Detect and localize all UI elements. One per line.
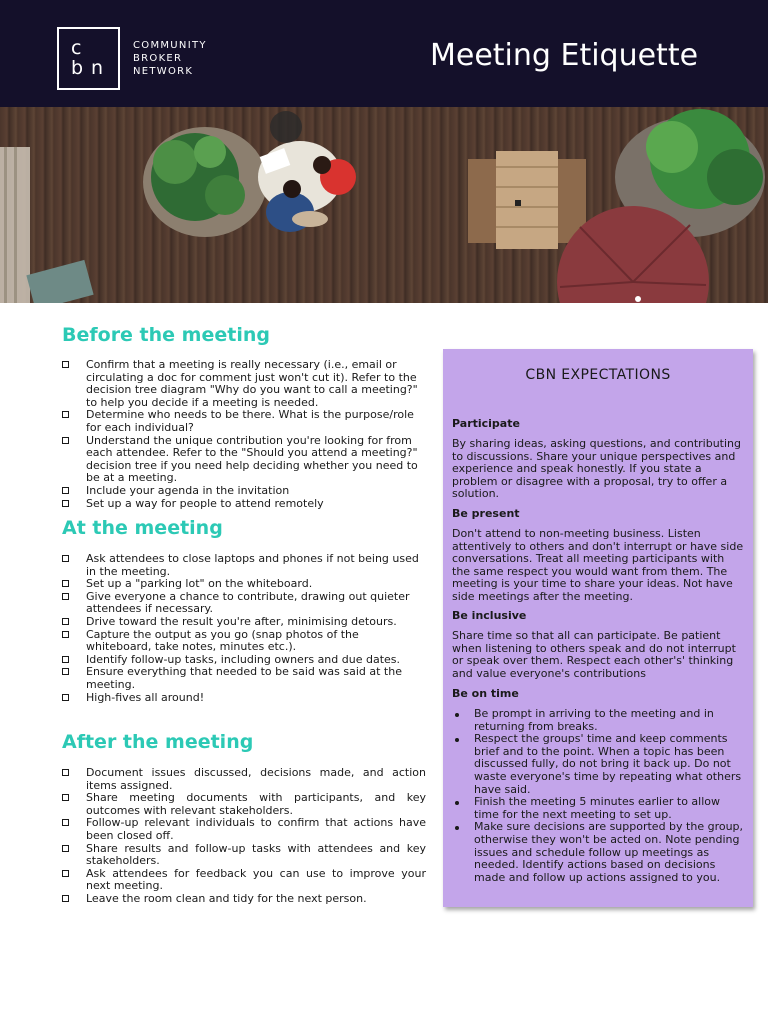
at-meeting-list bbox=[62, 553, 426, 704]
checklist-item-text: Share meeting documents with participants, and key outcomes with relevant stakeholders. bbox=[86, 791, 426, 817]
checklist-item-text: Follow-up relevant individuals to confirm that actions have been closed off. bbox=[86, 816, 426, 842]
checklist-item bbox=[62, 868, 426, 893]
checklist-item bbox=[62, 692, 426, 705]
logo-letter-b: b bbox=[71, 57, 84, 79]
bullet-item-text: Be prompt in arriving to the meeting and in returning from breaks. bbox=[474, 707, 714, 733]
org-line-3: NETWORK bbox=[133, 66, 194, 77]
logo-letter-c: c bbox=[71, 37, 82, 59]
checklist-item-text: Determine who needs to be there. What is the purpose/role for each individual? bbox=[86, 408, 414, 434]
checklist-item-text: Share results and follow-up tasks with attendees and key stakeholders. bbox=[86, 841, 426, 868]
participate-heading: Participate bbox=[452, 417, 520, 430]
checklist-item-text: Capture the output as you go (snap photos of the whiteboard, take notes, minutes etc.). bbox=[86, 627, 359, 654]
checklist-item-text: Set up a way for people to attend remotely bbox=[86, 496, 324, 510]
checklist-item bbox=[62, 817, 426, 842]
checklist-item-text: Leave the room clean and tidy for the next person. bbox=[86, 891, 367, 905]
bullet-item bbox=[452, 796, 744, 821]
checkbox-icon bbox=[62, 895, 69, 902]
checklist-item bbox=[62, 629, 426, 654]
organization-name bbox=[133, 39, 207, 78]
checklist-item bbox=[62, 359, 426, 409]
cbn-logo bbox=[57, 27, 120, 90]
checklist-item-text: Document issues discussed, decisions made, and action items assigned. bbox=[86, 766, 426, 792]
checklist-item-text: Confirm that a meeting is really necessary (i.e., email or circulating a doc for comment just won't cut it). Refer to the decision tree diagram "Why do you want to call a meeting?" to help you decide if a meeting is needed. bbox=[86, 358, 418, 409]
header-photo bbox=[0, 107, 768, 303]
checkbox-icon bbox=[62, 580, 69, 587]
checkbox-icon bbox=[62, 593, 69, 600]
bullet-icon bbox=[455, 801, 459, 805]
bullet-item bbox=[452, 821, 744, 884]
checklist-item bbox=[62, 843, 426, 868]
header-photo-illustration bbox=[0, 107, 768, 303]
checkbox-icon bbox=[62, 631, 69, 638]
after-meeting-list bbox=[62, 767, 426, 906]
before-meeting-heading: Before the meeting bbox=[62, 324, 270, 346]
be-on-time-heading: Be on time bbox=[452, 687, 519, 700]
bullet-item-text: Respect the groups' time and keep comments brief and to the point. When a topic has been discussed fully, do not bring it back up. Do not waste everyone's time by repeating what others have said. bbox=[474, 732, 742, 796]
checklist-item-text: Identify follow-up tasks, including owners and due dates. bbox=[86, 652, 401, 666]
checkbox-icon bbox=[62, 618, 69, 625]
expectations-title: CBN EXPECTATIONS bbox=[525, 367, 671, 383]
checkbox-icon bbox=[62, 555, 69, 562]
org-line-1: COMMUNITY bbox=[133, 40, 207, 51]
checklist-item bbox=[62, 435, 426, 485]
checklist-item-text: Set up a "parking lot" on the whiteboard. bbox=[86, 577, 313, 591]
checklist-item-text: Understand the unique contribution you're looking for from each attendee. Refer to the "Should you attend a meeting?" decision tree if you need help deciding whether you need to be at a meeting. bbox=[86, 433, 418, 485]
checkbox-icon bbox=[62, 487, 69, 494]
checkbox-icon bbox=[62, 694, 69, 701]
checklist-item bbox=[62, 792, 426, 817]
at-meeting-heading: At the meeting bbox=[62, 517, 223, 539]
bullet-item bbox=[452, 733, 744, 796]
checkbox-icon bbox=[62, 437, 69, 444]
checkbox-icon bbox=[62, 668, 69, 675]
checkbox-icon bbox=[62, 411, 69, 418]
checkbox-icon bbox=[62, 870, 69, 877]
checklist-item bbox=[62, 409, 426, 434]
bullet-item bbox=[452, 708, 744, 733]
checklist-item bbox=[62, 591, 426, 616]
bullet-item-text: Make sure decisions are supported by the group, otherwise they won't be acted on. Note pending issues and schedule follow up meetings as needed. Identify actions based on decisions made and follow up actions assigned to you. bbox=[474, 820, 744, 884]
checklist-item-text: High-fives all around! bbox=[86, 690, 205, 704]
checklist-item bbox=[62, 767, 426, 792]
be-present-text: Don't attend to non-meeting business. Listen attentively to others and don't interrupt or have side conversations. Treat all meeting participants with the same respect you would want from them. The meeting is your time to share your ideas. Not have side meetings after the meeting. bbox=[452, 527, 744, 603]
after-meeting-heading: After the meeting bbox=[62, 731, 254, 753]
checkbox-icon bbox=[62, 845, 69, 852]
checklist-item bbox=[62, 666, 426, 691]
checkbox-icon bbox=[62, 656, 69, 663]
checklist-item-text: Ensure everything that needed to be said was said at the meeting. bbox=[86, 665, 402, 691]
expectations-panel bbox=[443, 349, 753, 907]
checklist-item-text: Drive toward the result you're after, minimising detours. bbox=[86, 614, 397, 628]
checklist-item bbox=[62, 553, 426, 578]
checkbox-icon bbox=[62, 819, 69, 826]
be-present-heading: Be present bbox=[452, 507, 520, 520]
before-meeting-list bbox=[62, 359, 426, 510]
checkbox-icon bbox=[62, 769, 69, 776]
checklist-item bbox=[62, 893, 426, 906]
checklist-item-text: Ask attendees to close laptops and phones if not being used in the meeting. bbox=[86, 552, 419, 578]
bullet-icon bbox=[455, 826, 459, 830]
org-line-2: BROKER bbox=[133, 53, 183, 64]
bullet-icon bbox=[455, 738, 459, 742]
bullet-icon bbox=[455, 713, 459, 717]
page-title: Meeting Etiquette bbox=[430, 38, 699, 73]
be-inclusive-text: Share time so that all can participate. Be patient when listening to others speak and do not interrupt or speak over them. Respect each other's' thinking and value everyone's contributions bbox=[452, 629, 736, 680]
checklist-item-text: Include your agenda in the invitation bbox=[86, 483, 290, 497]
page-header bbox=[0, 0, 768, 107]
checklist-item-text: Give everyone a chance to contribute, drawing out quieter attendees if necessary. bbox=[86, 589, 410, 616]
participate-text: By sharing ideas, asking questions, and contributing to discussions. Share your unique perspectives and experience and speak honestly. If you state a problem or disagree with a proposal, try to offer a solution. bbox=[452, 437, 742, 501]
checkbox-icon bbox=[62, 361, 69, 368]
checklist-item bbox=[62, 498, 426, 511]
bullet-item-text: Finish the meeting 5 minutes earlier to allow time for the next meeting to set up. bbox=[474, 795, 720, 821]
checkbox-icon bbox=[62, 500, 69, 507]
checklist-item-text: Ask attendees for feedback you can use to improve your next meeting. bbox=[86, 866, 426, 893]
checkbox-icon bbox=[62, 794, 69, 801]
be-inclusive-heading: Be inclusive bbox=[452, 609, 527, 622]
be-on-time-list bbox=[452, 708, 744, 884]
logo-letter-n: n bbox=[91, 57, 104, 79]
